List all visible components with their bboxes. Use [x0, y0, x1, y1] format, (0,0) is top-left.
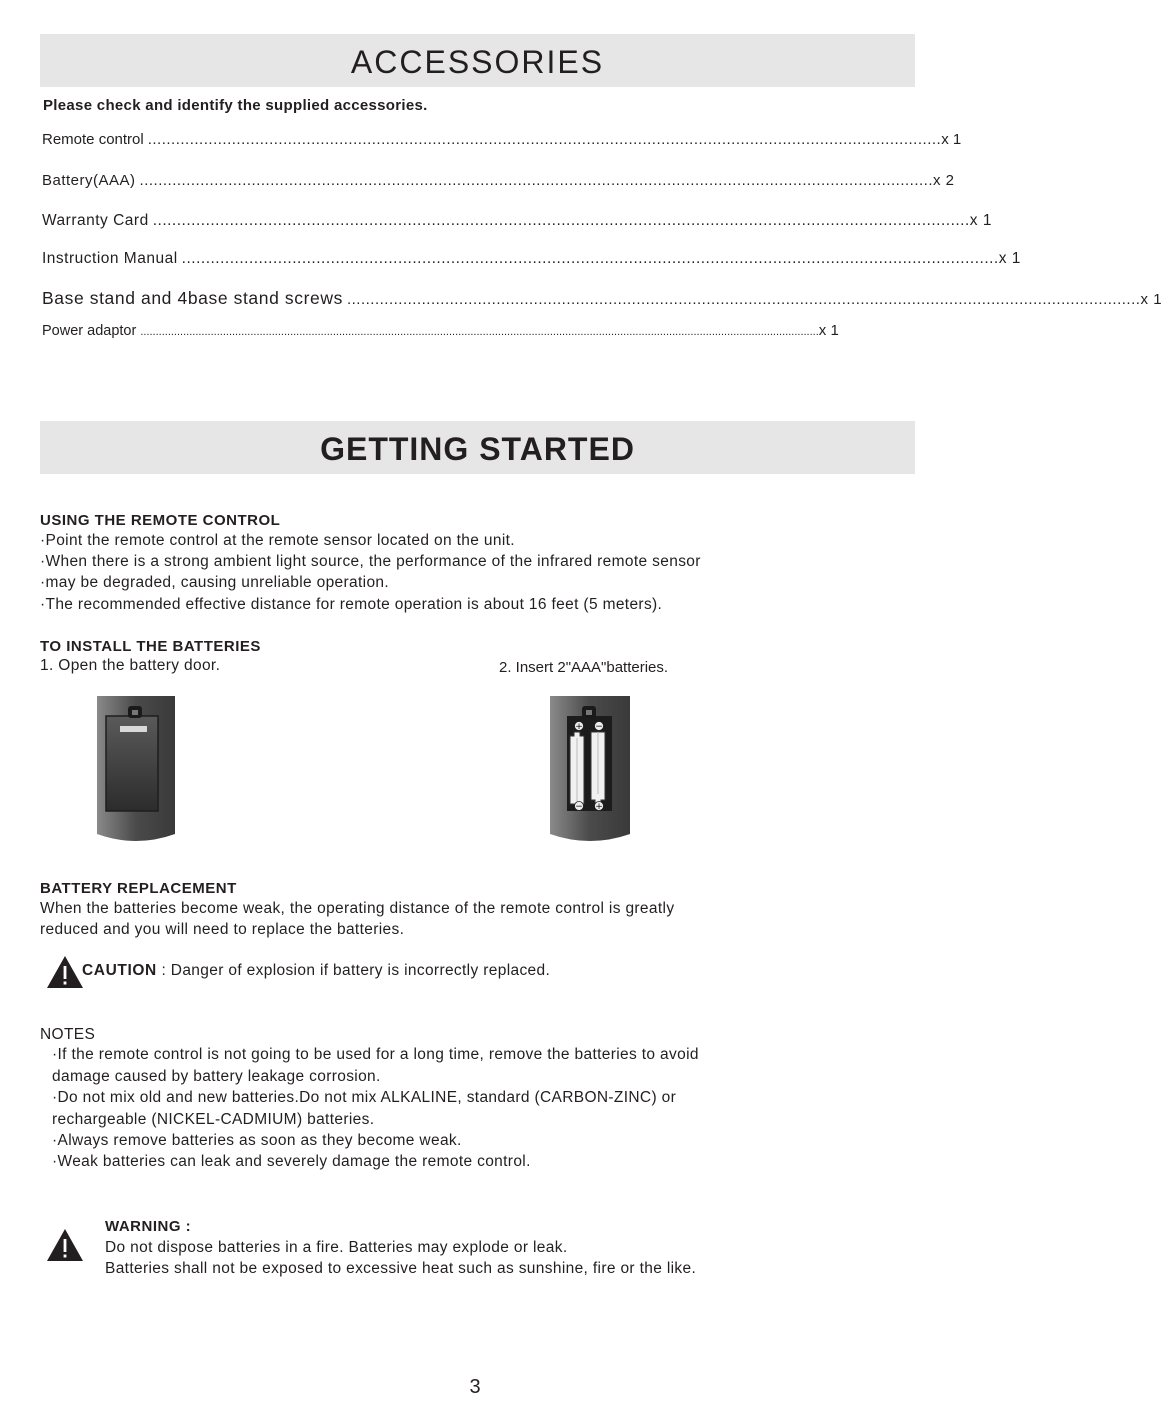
remote-line: ·The recommended effective distance for remote operation is about 16 feet (5 meters). — [40, 596, 663, 613]
accessory-item — [42, 288, 1162, 309]
install-step-2: 2. Insert 2"AAA"batteries. — [499, 659, 669, 676]
caution-label: CAUTION — [82, 962, 157, 979]
accessories-intro: Please check and identify the supplied accessories. — [43, 97, 428, 114]
leader-dots: .......................................................................................................................................................................... — [147, 131, 942, 148]
accessory-name: Instruction Manual — [42, 250, 178, 267]
accessories-title: ACCESSORIES — [350, 44, 605, 80]
accessory-qty: x 1 — [941, 131, 962, 148]
notes-line: damage caused by battery leakage corrosion. — [52, 1068, 381, 1085]
accessory-item — [42, 212, 992, 230]
remote-line: ·When there is a strong ambient light source, the performance of the infrared remote sensor — [40, 553, 701, 570]
accessory-name: Base stand and 4base stand screws — [42, 288, 343, 308]
accessory-name: Power adaptor — [42, 323, 137, 339]
accessory-name: Warranty Card — [42, 212, 149, 229]
plus-symbol: + — [595, 802, 603, 812]
accessory-name: Remote control — [42, 131, 144, 148]
accessory-qty: x 1 — [1140, 291, 1162, 308]
accessories-banner — [40, 34, 915, 87]
leader-dots: .............................................................................................................................................................................................................................. — [140, 326, 819, 338]
notes-line: rechargeable (NICKEL-CADMIUM) batteries. — [52, 1111, 375, 1128]
caution-message: : Danger of explosion if battery is incorrectly replaced. — [156, 962, 551, 979]
notes-line: ·Do not mix old and new batteries.Do not mix ALKALINE, standard (CARBON-ZINC) or — [52, 1089, 677, 1106]
notes-heading: NOTES — [40, 1026, 96, 1043]
warning-triangle-icon — [46, 1228, 84, 1262]
replacement-line: reduced and you will need to replace the batteries. — [40, 921, 405, 938]
accessory-item — [42, 172, 955, 189]
caution-text — [82, 962, 550, 980]
install-step-1: 1. Open the battery door. — [40, 657, 221, 674]
notes-line: ·Always remove batteries as soon as they become weak. — [52, 1132, 462, 1149]
remote-line: ·Point the remote control at the remote sensor located on the unit. — [40, 532, 515, 549]
minus-symbol: − — [575, 802, 583, 812]
leader-dots: .......................................................................................................................................................................... — [139, 172, 934, 189]
remote-line: ·may be degraded, causing unreliable operation. — [40, 574, 390, 591]
replacement-heading: BATTERY REPLACEMENT — [40, 880, 237, 897]
accessory-item — [42, 250, 1021, 268]
minus-symbol: − — [595, 722, 603, 732]
leader-dots: .......................................................................................................................................................................... — [181, 250, 999, 267]
accessory-name: Battery(AAA) — [42, 172, 136, 189]
getting-started-title: GETTING STARTED — [320, 431, 635, 467]
notes-line: ·Weak batteries can leak and severely damage the remote control. — [52, 1153, 531, 1170]
accessory-item — [42, 322, 839, 339]
accessory-qty: x 1 — [998, 250, 1021, 267]
notes-line: ·If the remote control is not going to be used for a long time, remove the batteries to avoid — [52, 1046, 699, 1063]
accessory-qty: x 1 — [969, 212, 992, 229]
warning-triangle-icon — [46, 955, 84, 989]
remote-batteries-inserted-illustration — [548, 696, 632, 846]
page-number: 3 — [469, 1376, 481, 1398]
replacement-line: When the batteries become weak, the operating distance of the remote control is greatly — [40, 900, 675, 917]
accessory-qty: x 2 — [933, 172, 955, 189]
warning-heading: WARNING : — [105, 1218, 192, 1235]
warning-line: Batteries shall not be exposed to excessive heat such as sunshine, fire or the like. — [105, 1260, 697, 1277]
accessory-item — [42, 131, 962, 148]
remote-battery-door-closed-illustration — [94, 696, 178, 846]
getting-started-banner — [40, 421, 915, 474]
leader-dots: .......................................................................................................................................................................... — [152, 212, 970, 229]
accessory-qty: x 1 — [818, 322, 839, 339]
plus-symbol: + — [575, 722, 583, 732]
install-heading: TO INSTALL THE BATTERIES — [40, 638, 261, 655]
remote-heading: USING THE REMOTE CONTROL — [40, 512, 281, 529]
leader-dots: .......................................................................................................................................................................... — [346, 291, 1141, 308]
warning-line: Do not dispose batteries in a fire. Batteries may explode or leak. — [105, 1239, 568, 1256]
